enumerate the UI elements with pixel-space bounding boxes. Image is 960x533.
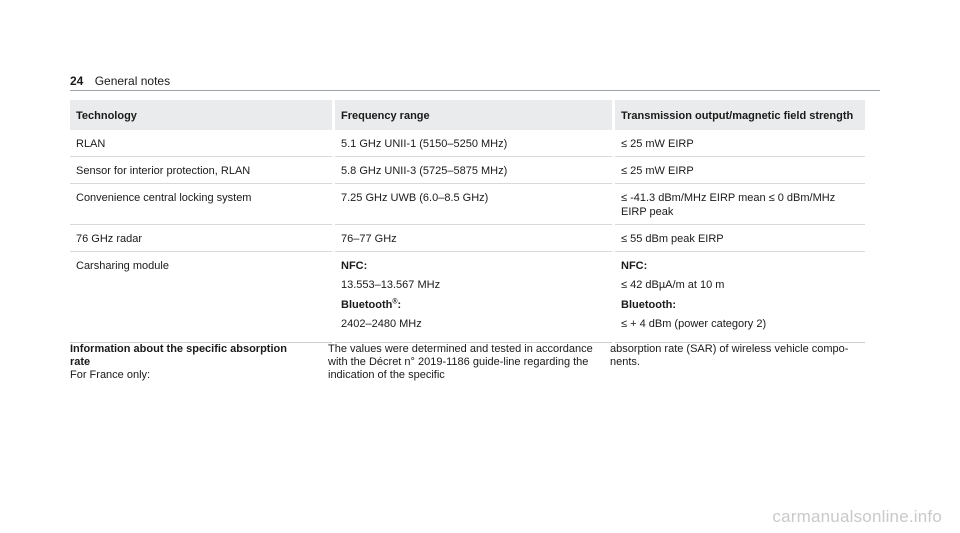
page-number: 24 — [70, 74, 84, 88]
cell-output — [614, 252, 866, 343]
registered-mark: ® — [392, 298, 398, 306]
cell-technology: Convenience central locking system — [70, 184, 334, 225]
header-output: Transmission output/magnetic field strength — [614, 100, 866, 130]
bluetooth-label — [341, 298, 606, 312]
spec-table — [70, 100, 865, 343]
nfc-label: NFC: — [341, 260, 368, 272]
bluetooth-output: ≤ + 4 dBm (power category 2) — [621, 318, 767, 330]
section-title: General notes — [94, 74, 171, 88]
cell-technology: RLAN — [70, 130, 334, 157]
bluetooth-label-colon: : — [397, 299, 402, 311]
header-frequency: Frequency range — [334, 100, 614, 130]
bluetooth-frequency: 2402–2480 MHz — [341, 318, 422, 330]
nfc-label: NFC: — [621, 260, 648, 272]
cell-technology: Carsharing module — [70, 252, 334, 343]
info-column-2: The values were determined and tested in accordance with the Décret n° 2019-1186 guide-line regarding the indication of the specific — [328, 343, 593, 381]
info-column-1 — [70, 343, 310, 382]
table-row — [70, 252, 865, 343]
bluetooth-label-text: Bluetooth — [341, 299, 393, 311]
table-row — [70, 184, 865, 225]
watermark: carmanualsonline.info — [772, 507, 942, 526]
sar-heading: Information about the specific absorption rate — [70, 343, 287, 368]
table-row — [70, 157, 865, 184]
cell-output: ≤ 25 mW EIRP — [614, 157, 866, 184]
table-row — [70, 225, 865, 252]
cell-frequency: 5.8 GHz UNII-3 (5725–5875 MHz) — [334, 157, 614, 184]
table-row — [70, 130, 865, 157]
france-note: For France only: — [70, 369, 151, 381]
page-header — [70, 74, 880, 91]
cell-frequency: 5.1 GHz UNII-1 (5150–5250 MHz) — [334, 130, 614, 157]
info-column-3: absorption rate (SAR) of wireless vehicle compo-nents. — [610, 343, 849, 368]
cell-frequency — [334, 252, 614, 343]
nfc-output: ≤ 42 dBµA/m at 10 m — [621, 279, 725, 291]
cell-output: ≤ 25 mW EIRP — [614, 130, 866, 157]
nfc-frequency: 13.553–13.567 MHz — [341, 279, 441, 291]
table-header-row — [70, 100, 865, 130]
bluetooth-label: Bluetooth: — [621, 299, 676, 311]
cell-frequency: 7.25 GHz UWB (6.0–8.5 GHz) — [334, 184, 614, 225]
cell-frequency: 76–77 GHz — [334, 225, 614, 252]
cell-output: ≤ -41.3 dBm/MHz EIRP mean ≤ 0 dBm/MHz EIRP peak — [614, 184, 866, 225]
cell-technology: 76 GHz radar — [70, 225, 334, 252]
header-technology: Technology — [70, 100, 334, 130]
cell-technology: Sensor for interior protection, RLAN — [70, 157, 334, 184]
cell-output: ≤ 55 dBm peak EIRP — [614, 225, 866, 252]
